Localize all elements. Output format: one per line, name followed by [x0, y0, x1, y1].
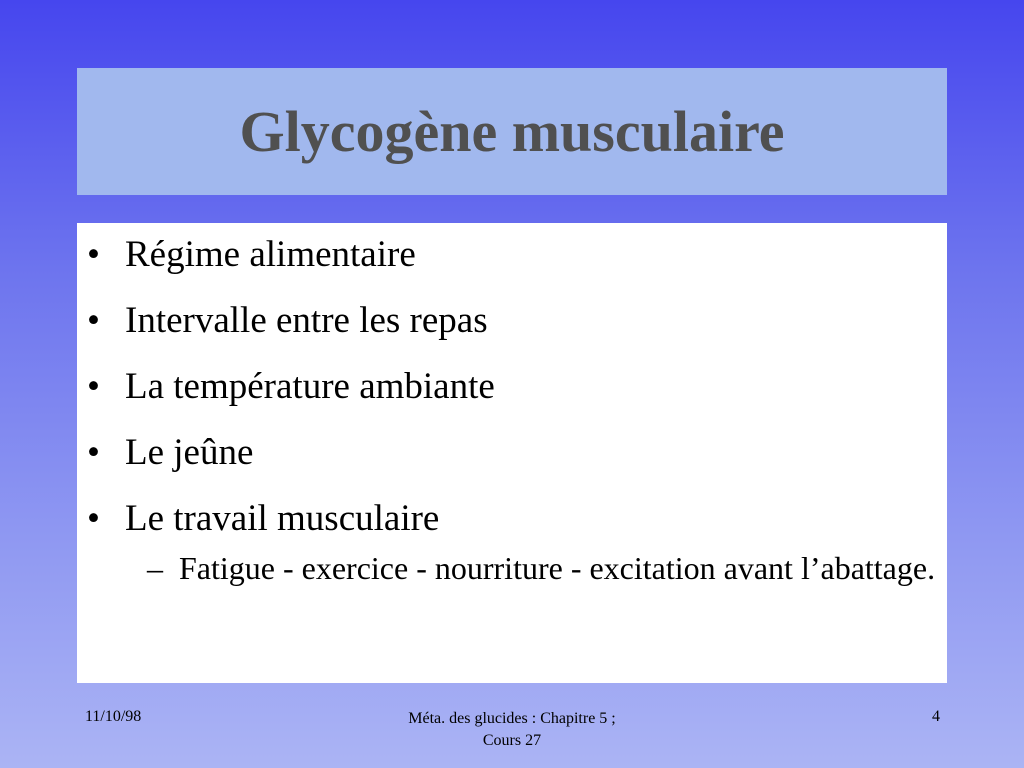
footer-date: 11/10/98 [85, 708, 142, 725]
content-box [77, 223, 947, 683]
sub-bullet-item [147, 545, 937, 591]
footer-course-line2: Cours 27 [482, 732, 542, 749]
page-number: 4 [932, 708, 940, 725]
bullet-item: • Intervalle entre les repas [87, 299, 937, 343]
footer-course-line1: Méta. des glucides : Chapitre 5 ; [408, 710, 616, 727]
sub-bullet-text: Fatigue - exercice - nourriture - excitation avant l’abattage. [179, 550, 936, 586]
bullet-item: • La température ambiante [87, 365, 937, 409]
footer-course-info [362, 708, 662, 752]
bullet-item: • Le jeûne [87, 431, 937, 475]
title-box [77, 68, 947, 195]
slide-title: Glycogène musculaire [239, 99, 785, 164]
bullet-list [87, 233, 937, 541]
dash-marker: – [147, 550, 163, 586]
bullet-item: • Le travail musculaire [87, 497, 937, 541]
bullet-item: • Régime alimentaire [87, 233, 937, 277]
